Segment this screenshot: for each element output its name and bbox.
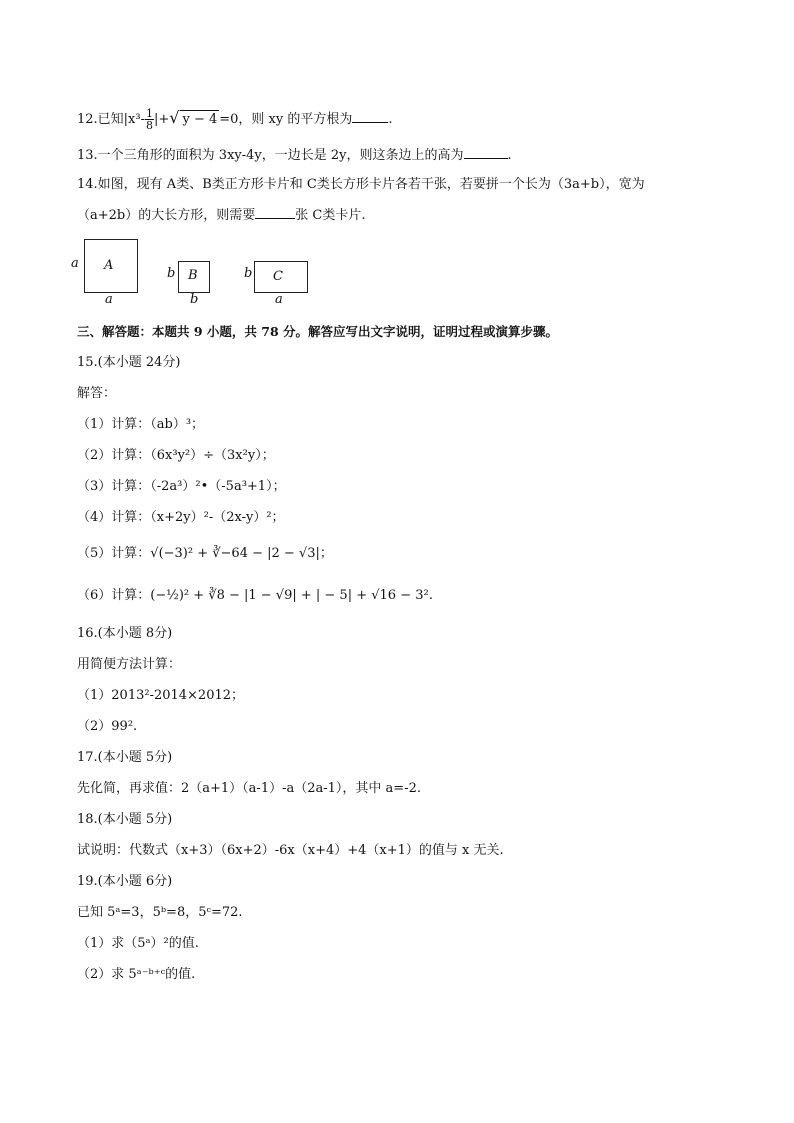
q15-part-6-expression: (−½)² + ∛8 − |1 − √9| + | − 5| + √16 − 3². [150,588,433,603]
q12-fraction: $\frac{1}{8}$ [146,107,153,132]
card-c-bottom-label: a [275,292,283,307]
q15-answer-label: 解答： [77,386,117,401]
sqrt-icon: √ [169,108,180,127]
q14-answer-blank[interactable] [255,206,295,219]
q12-prefix: 12.已知|x³- [77,112,145,127]
q13-text: 13.一个三角形的面积为 3xy-4y，一边长是 2y，则这条边上的高为 [77,148,464,163]
q19-part-1: （1）求（5ᵃ）²的值. [77,936,199,951]
q13-answer-blank[interactable] [464,146,508,159]
card-b-side-label: b [167,266,176,281]
question-18-heading: 18.(本小题 5分) [77,812,173,827]
q16-part-2: （2）99². [77,719,138,734]
card-a-label: A [104,258,114,273]
q12-suffix: =0，则 xy 的平方根为 [219,112,353,127]
q15-part-4: （4）计算：（x+2y）²-（2x-y）²； [77,510,285,525]
q16-intro: 用简便方法计算： [77,657,182,672]
card-b-bottom-label: b [190,292,199,307]
q12-mid: |+ [154,112,170,127]
question-15-heading: 15.(本小题 24分) [77,355,181,370]
q15-part-6: （6）计算：(−½)² + ∛8 − |1 − √9| + | − 5| + √16 − 3². [77,588,433,603]
question-14-line1: 14.如图，现有 A类、B类正方形卡片和 C类长方形卡片各若干张，若要拼一个长为（3a+b），宽为 [77,177,645,192]
question-14-line2: （a+2b）的大长方形，则需要 张 C类卡片. [77,208,366,223]
q15-part-5-expression: √(−3)² + ∛−64 − |2 − √3|； [150,546,333,561]
q12-sqrt: y − 4 [182,112,218,127]
q19-part-2: （2）求 5ᵃ⁻ᵇ⁺ᶜ的值. [77,967,196,982]
q15-part-1: （1）计算：（ab）³； [77,417,205,432]
card-a-bottom-label: a [105,292,113,307]
question-17-heading: 17.(本小题 5分) [77,750,173,765]
question-12: 12.已知|x³- $\frac{1}{8}$ |+√ y − 4 =0，则 xy 的平方根为 . [77,107,393,132]
card-c-side-label: b [244,266,253,281]
card-c-label: C [273,269,283,284]
question-13: 13.一个三角形的面积为 3xy-4y，一边长是 2y，则这条边上的高为 . [77,148,512,163]
q12-answer-blank[interactable] [352,110,388,123]
question-19-heading: 19.(本小题 6分) [77,874,173,889]
card-b-label: B [188,268,198,283]
q18-text: 试说明：代数式（x+3）（6x+2）-6x（x+4）+4（x+1）的值与 x 无关. [77,843,504,858]
q15-part-5: （5）计算：√(−3)² + ∛−64 − |2 − √3|； [77,546,333,561]
question-16-heading: 16.(本小题 8分) [77,626,173,641]
q19-given: 已知 5ᵃ=3，5ᵇ=8，5ᶜ=72. [77,905,243,920]
q15-part-3: （3）计算：（-2a³）²•（-5a³+1）； [77,479,286,494]
section-3-heading: 三、解答题：本题共 9 小题，共 78 分。解答应写出文字说明，证明过程或演算步骤。 [77,324,559,339]
q16-part-1: （1）2013²-2014×2012； [77,688,245,703]
card-a-side-label: a [71,256,79,271]
q15-part-2: （2）计算：（6x³y²）÷（3x²y）； [77,448,275,463]
q17-text: 先化简，再求值：2（a+1）（a-1）-a（2a-1），其中 a=-2. [77,781,421,796]
